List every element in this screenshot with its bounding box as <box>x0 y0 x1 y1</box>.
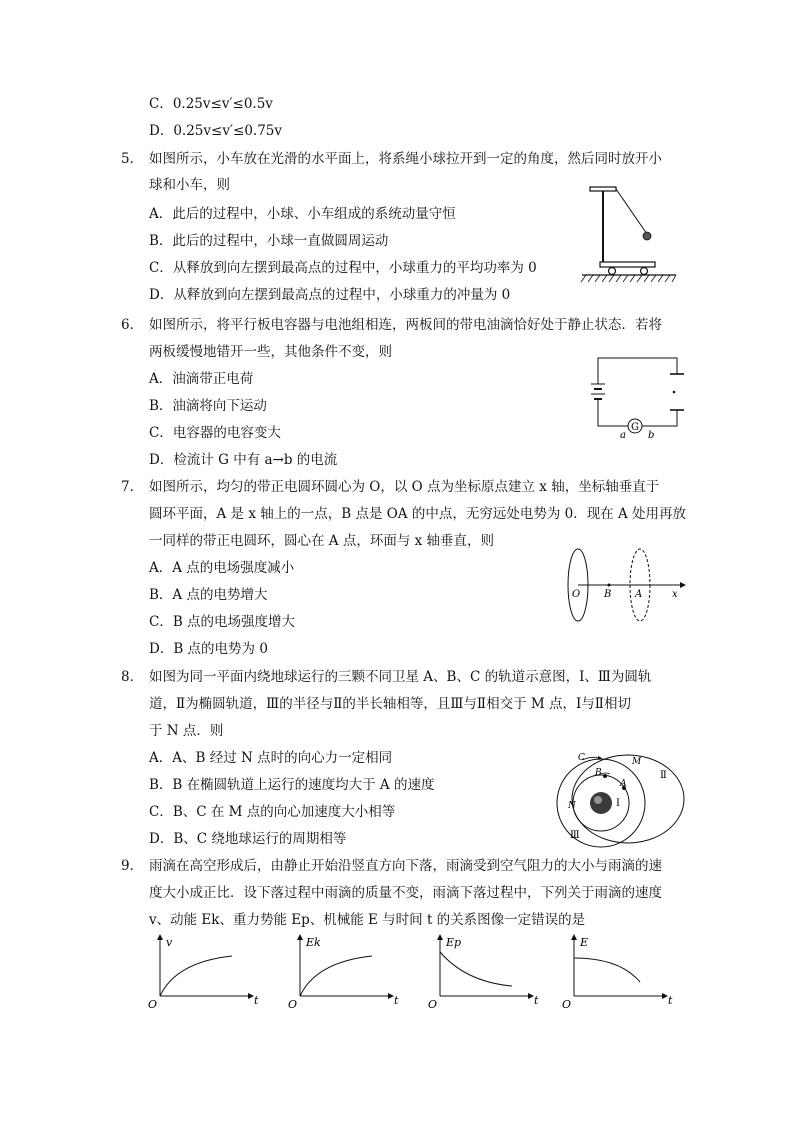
q8-option-d: D．B、C 绕地球运行的周期相等 <box>149 831 347 847</box>
q8-label-orbit-i: Ⅰ <box>616 798 620 809</box>
q9-graph-e-origin: O <box>562 998 572 1011</box>
q9-graph-ek-xlabel: t <box>394 994 399 1007</box>
q5-stem-line1: 如图所示，小车放在光滑的水平面上，将系绳小球拉开到一定的角度，然后同时放开小 <box>149 151 662 167</box>
q8-number: 8． <box>121 669 144 685</box>
q6-label-b: b <box>648 430 655 441</box>
q9-stem-line1: 雨滴在高空形成后，由静止开始沿竖直方向下落，雨滴受到空气阻力的大小与雨滴的速 <box>149 858 662 874</box>
q8-label-a: A <box>620 779 627 789</box>
q6-circuit-figure <box>590 352 686 444</box>
q8-label-b: B <box>595 768 602 778</box>
q6-option-b: B．油滴将向下运动 <box>149 398 267 414</box>
q9-graph-v-ylabel: v <box>166 936 173 949</box>
q6-stem-line1: 如图所示，将平行板电容器与电池组相连，两板间的带电油滴恰好处于静止状态．若将 <box>149 317 662 333</box>
q6-option-c: C．电容器的电容变大 <box>149 425 281 441</box>
q9-graph-v <box>146 932 266 1010</box>
q5-stem-line2: 球和小车，则 <box>149 177 230 193</box>
q7-option-b: B．A 点的电势增大 <box>149 587 268 603</box>
q6-label-a: a <box>620 430 626 441</box>
q6-option-d: D．检流计 G 中有 a→b 的电流 <box>149 452 338 468</box>
q8-label-c: C <box>578 753 585 763</box>
q8-option-b: B．B 在椭圆轨道上运行的速度均大于 A 的速度 <box>149 777 435 793</box>
q9-graph-e-xlabel: t <box>668 994 673 1007</box>
q8-orbit-figure <box>552 748 692 848</box>
q9-graph-ep-ylabel: Ep <box>446 936 462 949</box>
q7-ring-axis-figure <box>562 545 688 625</box>
q7-stem-line2: 圆环平面，A 是 x 轴上的一点，B 点是 OA 的中点，无穷远处电势为 0．现在 A 处用再放 <box>149 506 687 522</box>
q9-graph-ep-origin: O <box>428 998 438 1011</box>
q8-option-a: A．A、B 经过 N 点时的向心力一定相同 <box>149 750 393 766</box>
q8-label-n: N <box>568 801 576 811</box>
q9-number: 9． <box>121 858 144 874</box>
q5-number: 5． <box>121 151 144 167</box>
q5-option-b: B．此后的过程中，小球一直做圆周运动 <box>149 233 389 249</box>
q7-number: 7． <box>121 479 144 495</box>
q8-stem-line2: 道，Ⅱ为椭圆轨道，Ⅲ的半径与Ⅱ的半长轴相等，且Ⅲ与Ⅱ相交于 M 点，Ⅰ与Ⅱ相切 <box>149 696 631 712</box>
q5-pendulum-cart-figure <box>580 182 680 287</box>
q8-stem-line1: 如图为同一平面内绕地球运行的三颗不同卫星 A、B、C 的轨道示意图，Ⅰ、Ⅲ为圆轨 <box>149 669 652 685</box>
q9-graph-e <box>560 932 680 1010</box>
q5-option-d: D．从释放到向左摆到最高点的过程中，小球重力的冲量为 0 <box>149 287 511 303</box>
q4-option-d: D．0.25v≤v′≤0.75v <box>149 123 283 139</box>
q9-graph-ep-xlabel: t <box>534 994 539 1007</box>
q9-stem-line3: v、动能 Ek、重力势能 Ep、机械能 E 与时间 t 的关系图像一定错误的是 <box>149 912 586 928</box>
q9-stem-line2: 度大小成正比．设下落过程中雨滴的质量不变，雨滴下落过程中，下列关于雨滴的速度 <box>149 885 662 901</box>
q8-label-orbit-iii: Ⅲ <box>570 830 580 841</box>
q6-option-a: A．油滴带正电荷 <box>149 371 254 387</box>
q7-label-a: A <box>635 589 643 600</box>
q8-label-orbit-ii: Ⅱ <box>660 770 667 781</box>
q7-label-o: O <box>572 589 581 600</box>
q9-graph-v-origin: O <box>148 998 158 1011</box>
q7-stem-line3: 一同样的带正电圆环，圆心在 A 点，环面与 x 轴垂直，则 <box>149 533 495 549</box>
q6-stem-line2: 两板缓慢地错开一些，其他条件不变，则 <box>149 344 392 360</box>
q5-option-c: C．从释放到向左摆到最高点的过程中，小球重力的平均功率为 0 <box>149 260 537 276</box>
q7-option-c: C．B 点的电场强度增大 <box>149 614 296 630</box>
q4-option-c: C．0.25v≤v′≤0.5v <box>149 96 273 112</box>
q8-option-c: C．B、C 在 M 点的向心加速度大小相等 <box>149 804 396 820</box>
q9-graph-ek-origin: O <box>288 998 298 1011</box>
q8-stem-line3: 于 N 点．则 <box>149 723 224 739</box>
q7-stem-line1: 如图所示，均匀的带正电圆环圆心为 O，以 O 点为坐标原点建立 x 轴，坐标轴垂直于 <box>149 479 660 495</box>
q9-graph-ek-ylabel: Ek <box>306 936 321 949</box>
q7-label-x: x <box>672 589 678 600</box>
q8-label-m: M <box>632 757 642 767</box>
q7-label-b: B <box>604 589 612 600</box>
q9-graph-ek <box>286 932 406 1010</box>
q5-option-a: A．此后的过程中，小球、小车组成的系统动量守恒 <box>149 206 456 222</box>
q9-graph-ep <box>426 932 546 1010</box>
q9-graph-v-xlabel: t <box>254 994 259 1007</box>
q6-galvanometer-label: G <box>631 422 639 433</box>
q6-number: 6． <box>121 317 144 333</box>
q7-option-d: D．B 点的电势为 0 <box>149 641 268 657</box>
q7-option-a: A．A 点的电场强度减小 <box>149 560 295 576</box>
q9-graph-e-ylabel: E <box>580 936 589 949</box>
